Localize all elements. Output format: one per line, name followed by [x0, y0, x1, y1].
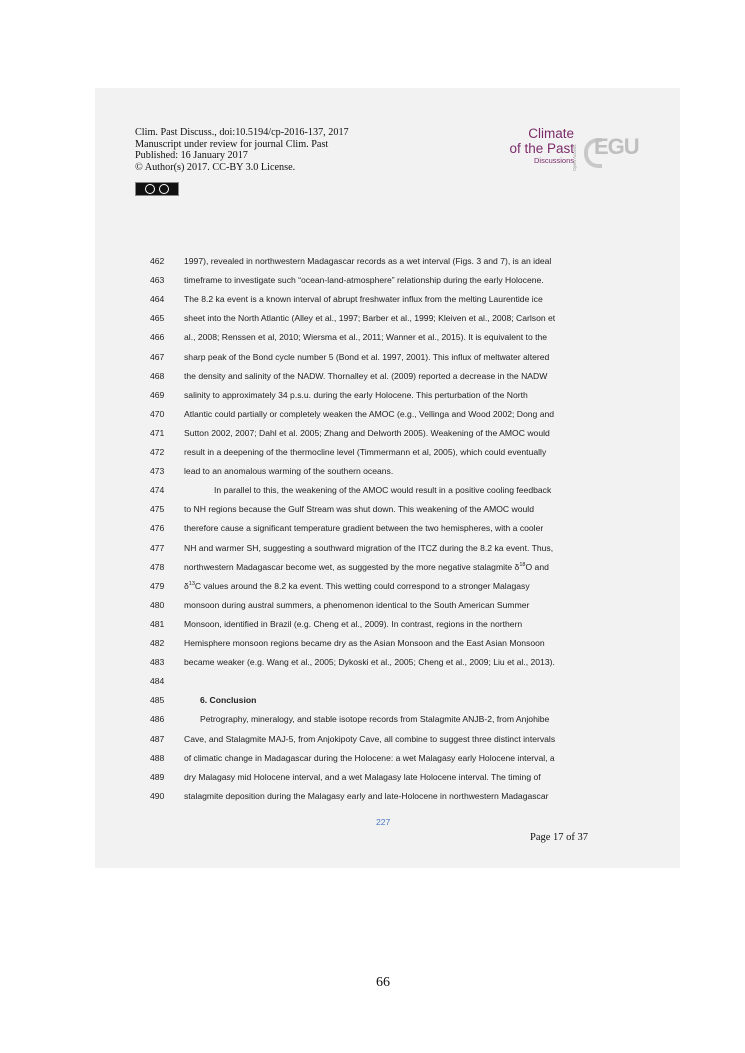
text-line	[150, 522, 590, 535]
line-number: 469	[150, 389, 165, 400]
line-text: salinity to approximately 34 p.s.u. during the early Holocene. This perturbation of the North	[184, 389, 528, 400]
journal-subtitle: Discussions	[533, 156, 574, 165]
line-text: the density and salinity of the NADW. Thornalley et al. (2009) reported a decrease in the NADW	[184, 370, 548, 381]
text-line	[150, 389, 590, 402]
journal-title-line2: of the Past	[509, 141, 574, 156]
bottom-page-number: 66	[376, 975, 390, 990]
text-line	[150, 733, 590, 746]
line-text: stalagmite deposition during the Malagasy early and late-Holocene in northwestern Madagascar	[184, 790, 549, 801]
line-number: 467	[150, 351, 165, 362]
line-text: In parallel to this, the weakening of the AMOC would result in a positive cooling feedback	[214, 485, 552, 496]
line-number: 463	[150, 275, 165, 286]
line-number: 466	[150, 332, 165, 343]
line-number: 490	[150, 790, 165, 801]
line-text: Atlantic could partially or completely weaken the AMOC (e.g., Vellinga and Wood 2002; Dong and	[184, 408, 555, 419]
text-line	[150, 312, 590, 325]
text-line	[150, 484, 590, 497]
line-text-part: δ	[184, 580, 189, 591]
text-line	[150, 255, 590, 268]
text-line	[150, 427, 590, 440]
line-text: to NH regions because the Gulf Stream was shut down. This weakening of the AMOC would	[184, 504, 534, 515]
line-text: Sutton 2002, 2007; Dahl et al. 2005; Zhang and Delworth 2005). Weakening of the AMOC would	[184, 427, 550, 438]
line-number: 489	[150, 771, 165, 782]
text-line	[150, 599, 590, 612]
line-text: sheet into the North Atlantic (Alley et al., 1997; Barber et al., 1999; Kleiven et al., 2008; Carlson et	[184, 313, 556, 324]
license-line: © Author(s) 2017. CC-BY 3.0 License.	[135, 161, 296, 173]
text-line	[150, 713, 590, 726]
line-number: 465	[150, 313, 165, 324]
line-number: 470	[150, 408, 165, 419]
line-number: 488	[150, 752, 165, 763]
line-number: 471	[150, 427, 165, 438]
line-number: 462	[150, 256, 165, 266]
isotope-superscript: 13	[188, 580, 195, 587]
text-line	[150, 675, 590, 688]
text-line	[150, 293, 590, 306]
text-line	[150, 618, 590, 631]
line-number: 472	[150, 447, 165, 457]
text-line	[150, 274, 590, 287]
text-line	[150, 331, 590, 344]
line-text: dry Malagasy mid Holocene interval, and a wet Malagasy late Holocene interval. The timing of	[184, 771, 541, 782]
line-text: became weaker (e.g. Wang et al., 2005; Dykoski et al., 2005; Cheng et al., 2009; Liu et al., 2013).	[184, 657, 555, 668]
text-line	[150, 351, 590, 364]
text-line	[150, 637, 590, 650]
text-line	[150, 408, 590, 421]
text-line	[150, 465, 590, 478]
text-line	[150, 790, 590, 803]
line-text: Petrography, mineralogy, and stable isotope records from Stalagmite ANJB-2, from Anjohibe	[200, 714, 550, 725]
line-text: timeframe to investigate such “ocean-land-atmosphere” relationship during the early Holocene.	[184, 275, 544, 286]
page-of-count: Page 17 of 37	[530, 832, 589, 843]
line-number: 479	[150, 580, 165, 591]
text-line	[150, 503, 590, 516]
line-text-part: C values around the 8.2 ka event. This wetting could correspond to a stronger Malagasy	[194, 580, 530, 591]
text-line	[150, 561, 590, 574]
line-number: 477	[150, 542, 165, 553]
line-number: 476	[150, 523, 165, 534]
line-text: lead to an anomalous warming of the southern oceans.	[184, 466, 394, 477]
line-text: result in a deepening of the thermocline level (Timmermann et al, 2005), which could eventually	[184, 447, 547, 457]
text-line	[150, 656, 590, 669]
text-line	[150, 752, 590, 765]
citation-line: Clim. Past Discuss., doi:10.5194/cp-2016-137, 2017	[135, 127, 349, 138]
line-text	[184, 580, 530, 593]
citation-header	[135, 127, 349, 173]
line-number: 478	[150, 561, 165, 572]
line-text: al., 2008; Renssen et al, 2010; Wiersma et al., 2011; Wanner et al., 2015). It is equivalent to the	[184, 332, 548, 343]
line-text: 1997), revealed in northwestern Madagascar records as a wet interval (Figs. 3 and 7), is an ideal	[184, 256, 552, 266]
line-number: 468	[150, 370, 165, 381]
line-number: 473	[150, 466, 165, 477]
line-number: 474	[150, 485, 165, 496]
line-number: 483	[150, 657, 165, 668]
section-heading: 6. Conclusion	[200, 695, 257, 706]
page-index: 227	[376, 817, 391, 827]
text-line	[150, 771, 590, 784]
line-number: 464	[150, 294, 165, 305]
line-text: of climatic change in Madagascar during the Holocene: a wet Malagasy early Holocene interval, a	[184, 752, 555, 763]
line-number: 481	[150, 618, 165, 629]
text-line	[150, 542, 590, 555]
text-line	[150, 580, 590, 593]
isotope-superscript: 18	[519, 561, 526, 568]
line-text: Hemisphere monsoon regions became dry as the Asian Monsoon and the East Asian Monsoon	[184, 638, 545, 648]
line-number: 487	[150, 733, 165, 744]
line-text: therefore cause a significant temperature gradient between the two hemispheres, with a cooler	[184, 523, 544, 534]
journal-logo	[508, 126, 574, 166]
line-text: sharp peak of the Bond cycle number 5 (Bond et al. 1997, 2001). This influx of meltwater altered	[184, 351, 550, 362]
line-number: 486	[150, 714, 165, 725]
line-number: 475	[150, 504, 165, 515]
egu-logo-text: EGU	[594, 134, 639, 159]
published-date: Published: 16 January 2017	[135, 150, 248, 162]
line-number: 482	[150, 638, 165, 648]
text-line	[150, 370, 590, 383]
line-number: 480	[150, 599, 165, 610]
line-number: 485	[150, 695, 165, 706]
open-access-label: Open Access	[572, 144, 577, 171]
cc-by-license-icon	[135, 182, 179, 196]
line-text: The 8.2 ka event is a known interval of abrupt freshwater influx from the melting Laurentide ice	[184, 294, 543, 305]
line-text-part: northwestern Madagascar become wet, as suggested by the more negative stalagmite δ	[184, 561, 520, 572]
line-text: NH and warmer SH, suggesting a southward migration of the ITCZ during the 8.2 ka event. Thus,	[184, 542, 554, 553]
line-text: Monsoon, identified in Brazil (e.g. Cheng et al., 2009). In contrast, regions in the northern	[184, 618, 523, 629]
journal-title-line1: Climate	[528, 126, 574, 141]
line-text	[184, 561, 549, 574]
text-line	[150, 694, 590, 707]
manuscript-status: Manuscript under review for journal Clim. Past	[135, 138, 329, 150]
line-text: Cave, and Stalagmite MAJ-5, from Anjokipoty Cave, all combine to suggest three distinct intervals	[184, 733, 556, 744]
line-text: monsoon during austral summers, a phenomenon identical to the South American Summer	[184, 599, 530, 610]
line-text-part: O and	[525, 561, 549, 572]
line-number: 484	[150, 676, 165, 687]
text-line	[150, 446, 590, 459]
